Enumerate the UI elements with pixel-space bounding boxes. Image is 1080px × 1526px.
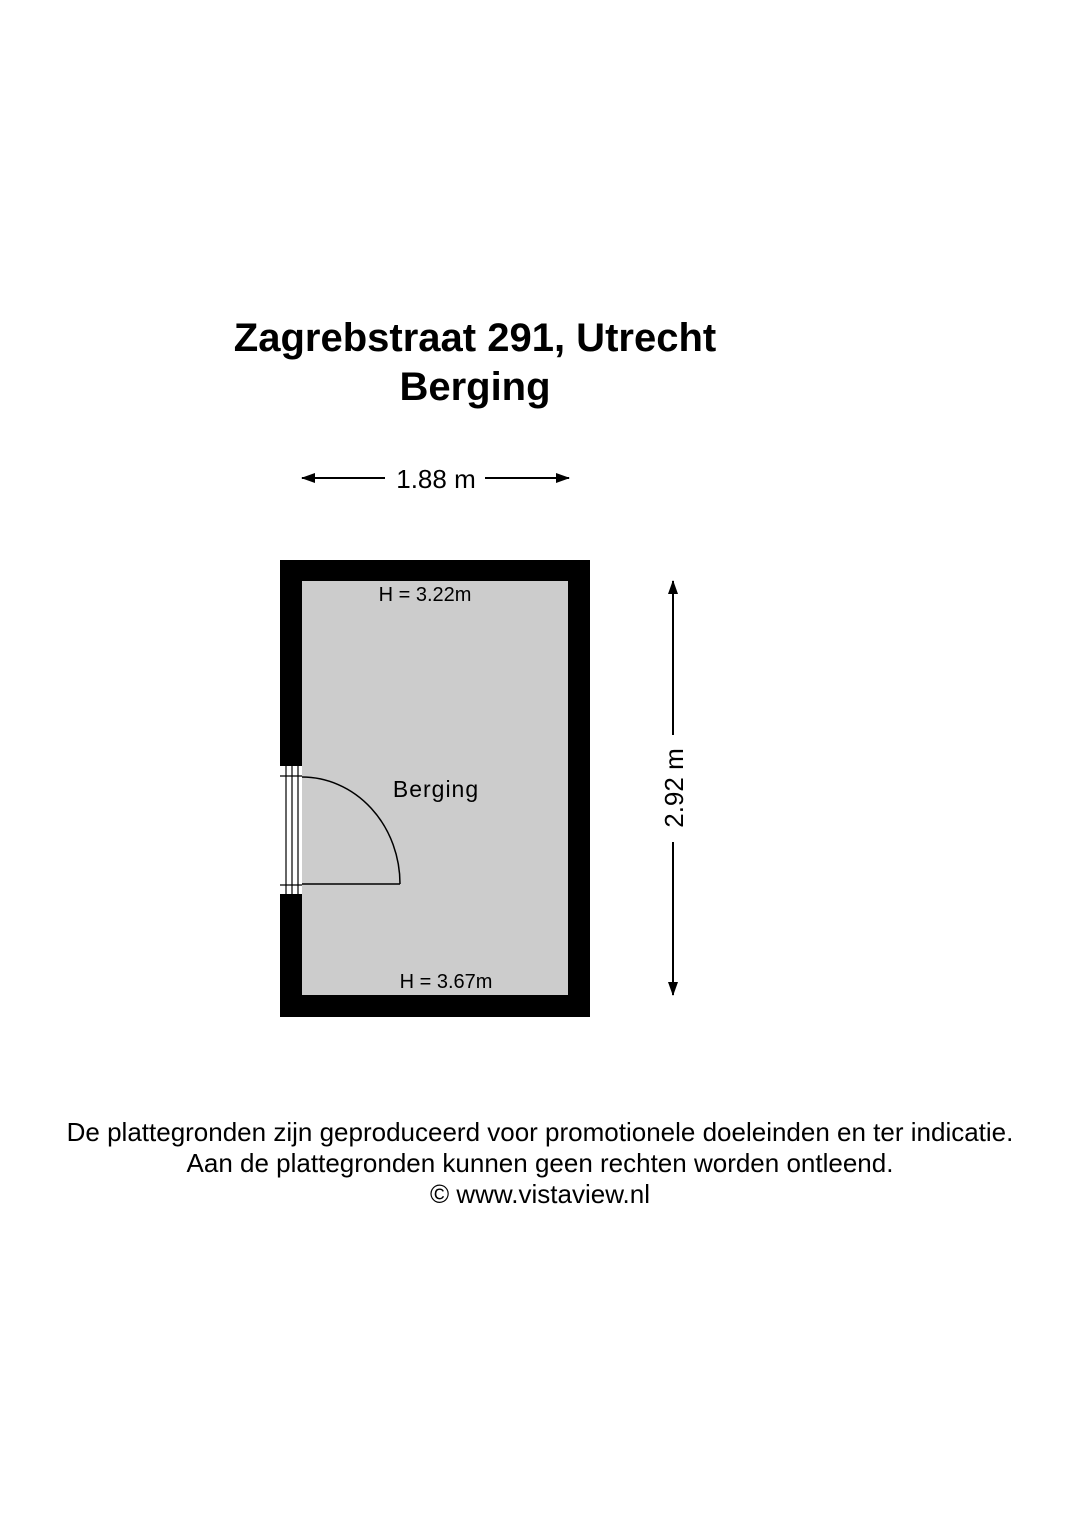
disclaimer-line: Aan de plattegronden kunnen geen rechten worden ontleend. [186, 1148, 894, 1178]
door-opening [280, 766, 302, 894]
depth-dimension-label: 2.92 m [659, 748, 689, 828]
ceiling-height-bottom: H = 3.67m [399, 971, 493, 993]
disclaimer-line: De plattegronden zijn geproduceerd voor promotionele doeleinden en ter indicatie. [66, 1117, 1014, 1147]
depth-dimension [659, 581, 689, 995]
page-title: Zagrebstraat 291, Utrecht [233, 316, 717, 360]
copyright-text: © www.vistaview.nl [430, 1179, 650, 1209]
floor-title: Berging [399, 365, 551, 409]
room-berging [280, 560, 590, 1017]
width-dimension-label: 1.88 m [396, 464, 476, 494]
ceiling-height-top: H = 3.22m [378, 584, 472, 606]
room-label: Berging [392, 776, 480, 802]
width-dimension [302, 464, 569, 494]
